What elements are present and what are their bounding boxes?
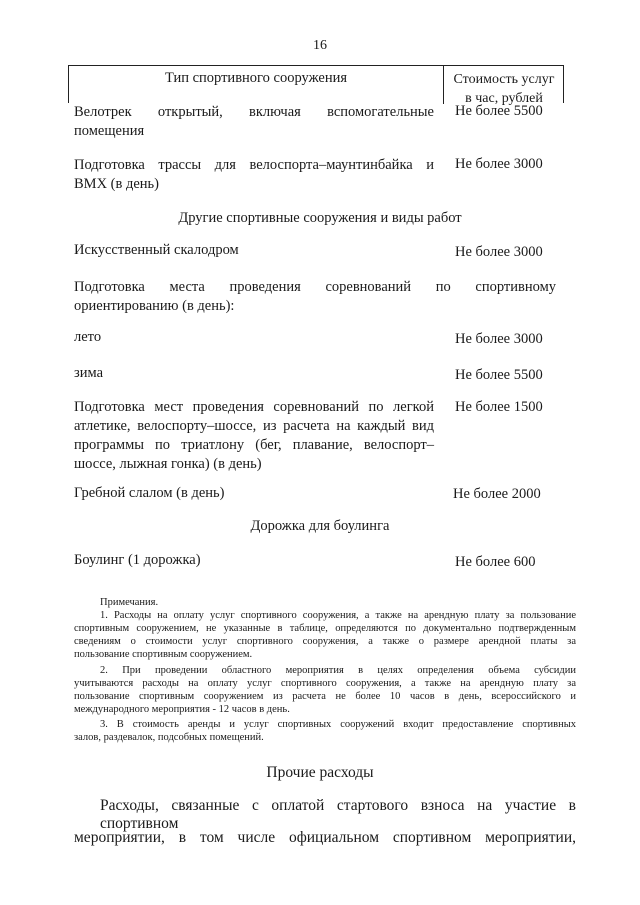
bowling-price: Не более 600 xyxy=(455,554,536,570)
athletics-line1: Подготовка мест проведения соревнований по легкой xyxy=(74,399,434,415)
row-mtb-line2: ВМХ (в день) xyxy=(74,176,159,192)
note1-line3: сведениям о стоимости услуг спортивного сооружения, а также о размере арендной платы за xyxy=(74,636,576,647)
para-line1: Расходы, связанные с оплатой стартового взноса на участие в спортивном xyxy=(100,797,576,832)
header-cost-line1: Стоимость услуг xyxy=(453,72,555,87)
climbing-price: Не более 3000 xyxy=(455,244,543,260)
athletics-line3: программы по триатлону (бег, плавание, велоспорт– xyxy=(74,437,434,453)
section-bowling-title: Дорожка для боулинга xyxy=(250,518,390,534)
note3-line1: 3. В стоимость аренды и услуг спортивных сооружений входит предоставление спортивных xyxy=(100,719,576,730)
section-misc-title: Прочие расходы xyxy=(266,764,374,781)
rowing-label: Гребной слалом (в день) xyxy=(74,485,225,501)
row-mtb-price: Не более 3000 xyxy=(455,156,543,172)
orienteering-line1: Подготовка места проведения соревнований по спортивному xyxy=(74,279,556,295)
row-mtb-line1: Подготовка трассы для велоспорта–маунтинбайка и xyxy=(74,157,434,173)
climbing-label: Искусственный скалодром xyxy=(74,242,239,258)
row-velodrome-price: Не более 5500 xyxy=(455,103,543,119)
row-velodrome-line2: помещения xyxy=(74,123,145,139)
summer-price: Не более 3000 xyxy=(455,331,543,347)
bowling-label: Боулинг (1 дорожка) xyxy=(74,552,201,568)
note2-line2: учитываются расходы на оплату услуг спортивного сооружения, а также на арендную плату за xyxy=(74,678,576,689)
winter-label: зима xyxy=(74,365,103,381)
para-line2: мероприятии, в том числе официальном спортивном мероприятии, xyxy=(74,829,576,846)
note2-line3: пользование спортивным сооружением из расчета не более 10 часов в день, всероссийского и xyxy=(74,691,576,702)
athletics-line2: атлетике, велоспорту–шоссе, из расчета на каждый вид xyxy=(74,418,434,434)
athletics-line4: шоссе, лыжная гонка) (в день) xyxy=(74,456,262,472)
section-other-title: Другие спортивные сооружения и виды работ xyxy=(178,210,462,226)
notes-title: Примечания. xyxy=(100,597,159,608)
page-number: 16 xyxy=(313,38,327,53)
note2-line1: 2. При проведении областного мероприятия в целях определения объема субсидии xyxy=(100,665,576,676)
athletics-price: Не более 1500 xyxy=(455,399,543,415)
summer-label: лето xyxy=(74,329,102,345)
note1-line1: 1. Расходы на оплату услуг спортивного сооружения, а также на арендную плату за пользование xyxy=(100,610,576,621)
header-cost-line2: в час, рублей xyxy=(465,91,543,106)
orienteering-line2: ориентированию (в день): xyxy=(74,298,235,314)
note3-line2: залов, раздевалок, подсобных помещений. xyxy=(74,732,264,743)
rowing-price: Не более 2000 xyxy=(453,486,541,502)
header-type-column: Тип спортивного сооружения xyxy=(164,70,348,86)
note1-line4: пользование спортивным сооружением. xyxy=(74,649,253,660)
row-velodrome-line1: Велотрек открытый, включая вспомогательные xyxy=(74,104,434,120)
winter-price: Не более 5500 xyxy=(455,367,543,383)
table-header xyxy=(68,65,564,106)
note2-line4: международного мероприятия - 12 часов в день. xyxy=(74,704,290,715)
note1-line2: спортивным сооружением, не указанные в таблице, определяются по документально подтвержденным xyxy=(74,623,576,634)
